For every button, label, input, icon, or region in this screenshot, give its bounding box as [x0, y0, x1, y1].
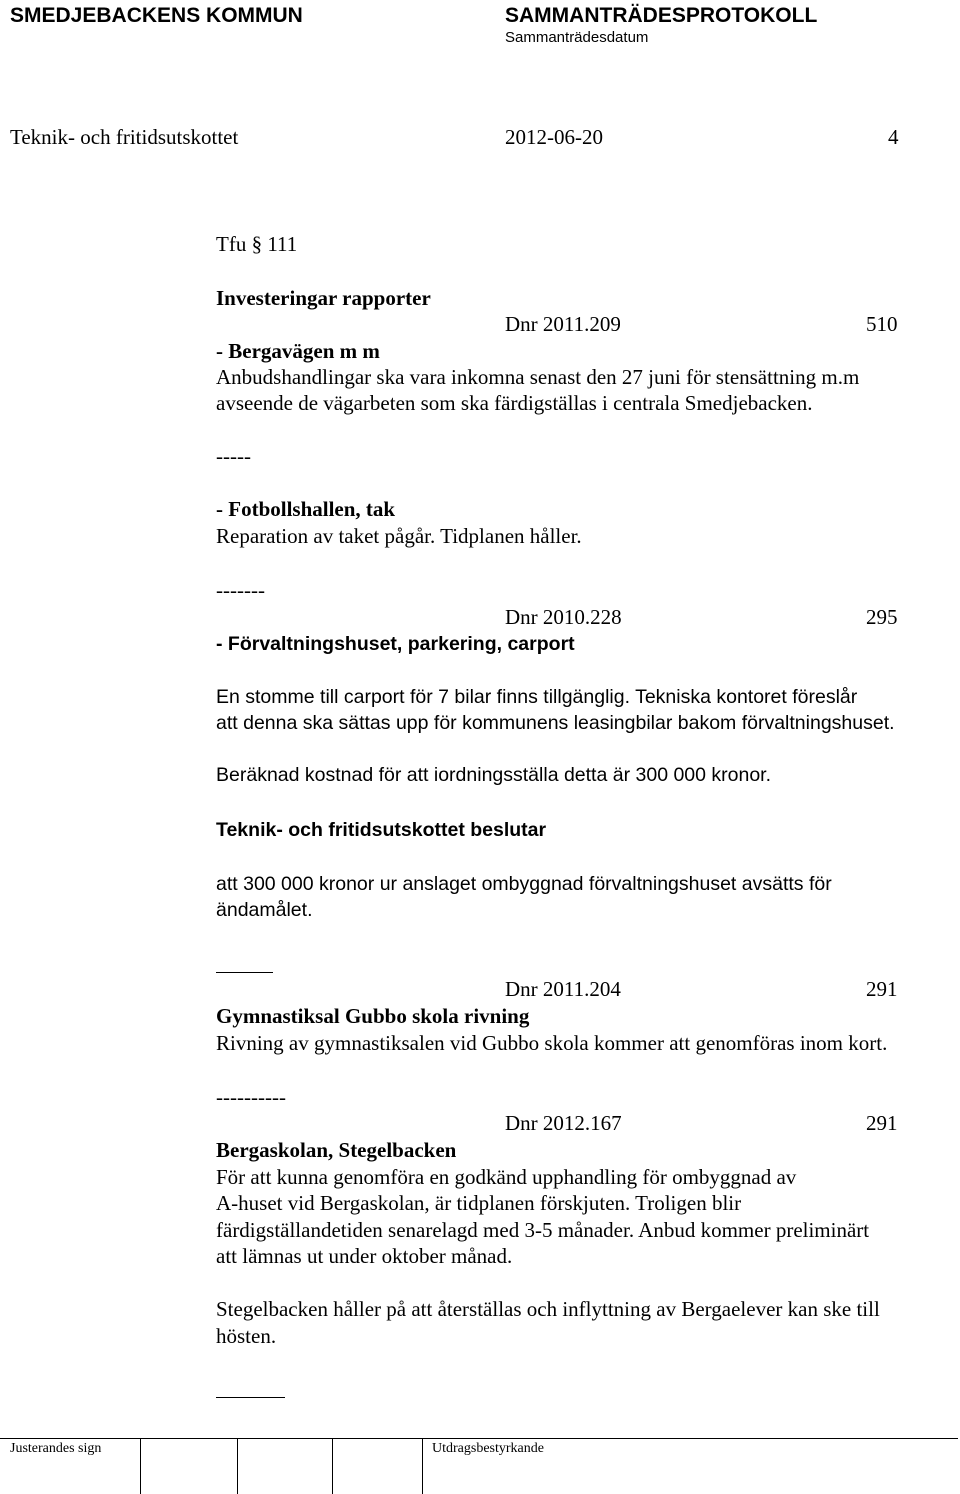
- item-heading: - Fotbollshallen, tak: [216, 497, 396, 521]
- item-text: Stegelbacken håller på att återställas och inflyttning av Bergaelever kan ske till: [216, 1297, 880, 1321]
- paragraph-number: Tfu § 111: [216, 232, 298, 256]
- separator: -------: [216, 578, 265, 602]
- decision-text: ändamålet.: [216, 899, 313, 921]
- committee-name: Teknik- och fritidsutskottet: [10, 125, 239, 149]
- extract-label: Utdragsbestyrkande: [432, 1441, 544, 1456]
- item-text: att lämnas ut under oktober månad.: [216, 1244, 513, 1268]
- item-text: För att kunna genomföra en godkänd upphandling för ombyggnad av: [216, 1165, 797, 1189]
- signature-box-divider: [332, 1438, 333, 1494]
- page-number: 4: [888, 125, 899, 149]
- separator: -----: [216, 444, 251, 468]
- item-text: Anbudshandlingar ska vara inkomna senast den 27 juni för stensättning m.m: [216, 365, 860, 389]
- item-heading: - Bergavägen m m: [216, 339, 380, 363]
- section-title: Investeringar rapporter: [216, 286, 431, 310]
- decision-text: att 300 000 kronor ur anslaget ombyggnad förvaltningshuset avsätts för: [216, 873, 832, 895]
- item-dnr: Dnr 2011.209: [505, 312, 621, 336]
- item-heading: Bergaskolan, Stegelbacken: [216, 1138, 457, 1162]
- signature-box-divider: [237, 1438, 238, 1494]
- signature-label: Justerandes sign: [10, 1441, 102, 1456]
- meeting-date: 2012-06-20: [505, 125, 603, 149]
- divider: [216, 1397, 285, 1398]
- item-text: avseende de vägarbeten som ska färdigställas i centrala Smedjebacken.: [216, 391, 813, 415]
- separator: ----------: [216, 1085, 286, 1109]
- signature-box-divider: [140, 1438, 141, 1494]
- item-dnr: Dnr 2012.167: [505, 1111, 622, 1135]
- item-code: 510: [866, 312, 898, 336]
- item-text: A-huset vid Bergaskolan, är tidplanen förskjuten. Troligen blir: [216, 1191, 742, 1215]
- item-code: 291: [866, 977, 898, 1001]
- item-dnr: Dnr 2011.204: [505, 977, 621, 1001]
- item-heading: - Förvaltningshuset, parkering, carport: [216, 633, 575, 655]
- item-text: att denna ska sättas upp för kommunens leasingbilar bakom förvaltningshuset.: [216, 712, 895, 734]
- organization-name: SMEDJEBACKENS KOMMUN: [10, 4, 303, 27]
- meeting-date-label: Sammanträdesdatum: [505, 29, 649, 46]
- item-text: Beräknad kostnad för att iordningsställa detta är 300 000 kronor.: [216, 764, 772, 786]
- footer-rule: [0, 1438, 958, 1439]
- item-text: Reparation av taket pågår. Tidplanen håller.: [216, 524, 582, 548]
- divider: [216, 972, 273, 973]
- item-text: Rivning av gymnastiksalen vid Gubbo skola kommer att genomföras inom kort.: [216, 1031, 888, 1055]
- signature-box-divider: [422, 1438, 423, 1494]
- item-code: 295: [866, 605, 898, 629]
- item-text: färdigställandetiden senarelagd med 3-5 månader. Anbud kommer preliminärt: [216, 1218, 870, 1242]
- item-heading: Gymnastiksal Gubbo skola rivning: [216, 1004, 530, 1028]
- item-code: 291: [866, 1111, 898, 1135]
- item-text: En stomme till carport för 7 bilar finns tillgänglig. Tekniska kontoret föreslår: [216, 686, 858, 708]
- document-type: SAMMANTRÄDESPROTOKOLL: [505, 4, 818, 27]
- decision-heading: Teknik- och fritidsutskottet beslutar: [216, 819, 547, 841]
- item-dnr: Dnr 2010.228: [505, 605, 622, 629]
- item-text: hösten.: [216, 1324, 277, 1348]
